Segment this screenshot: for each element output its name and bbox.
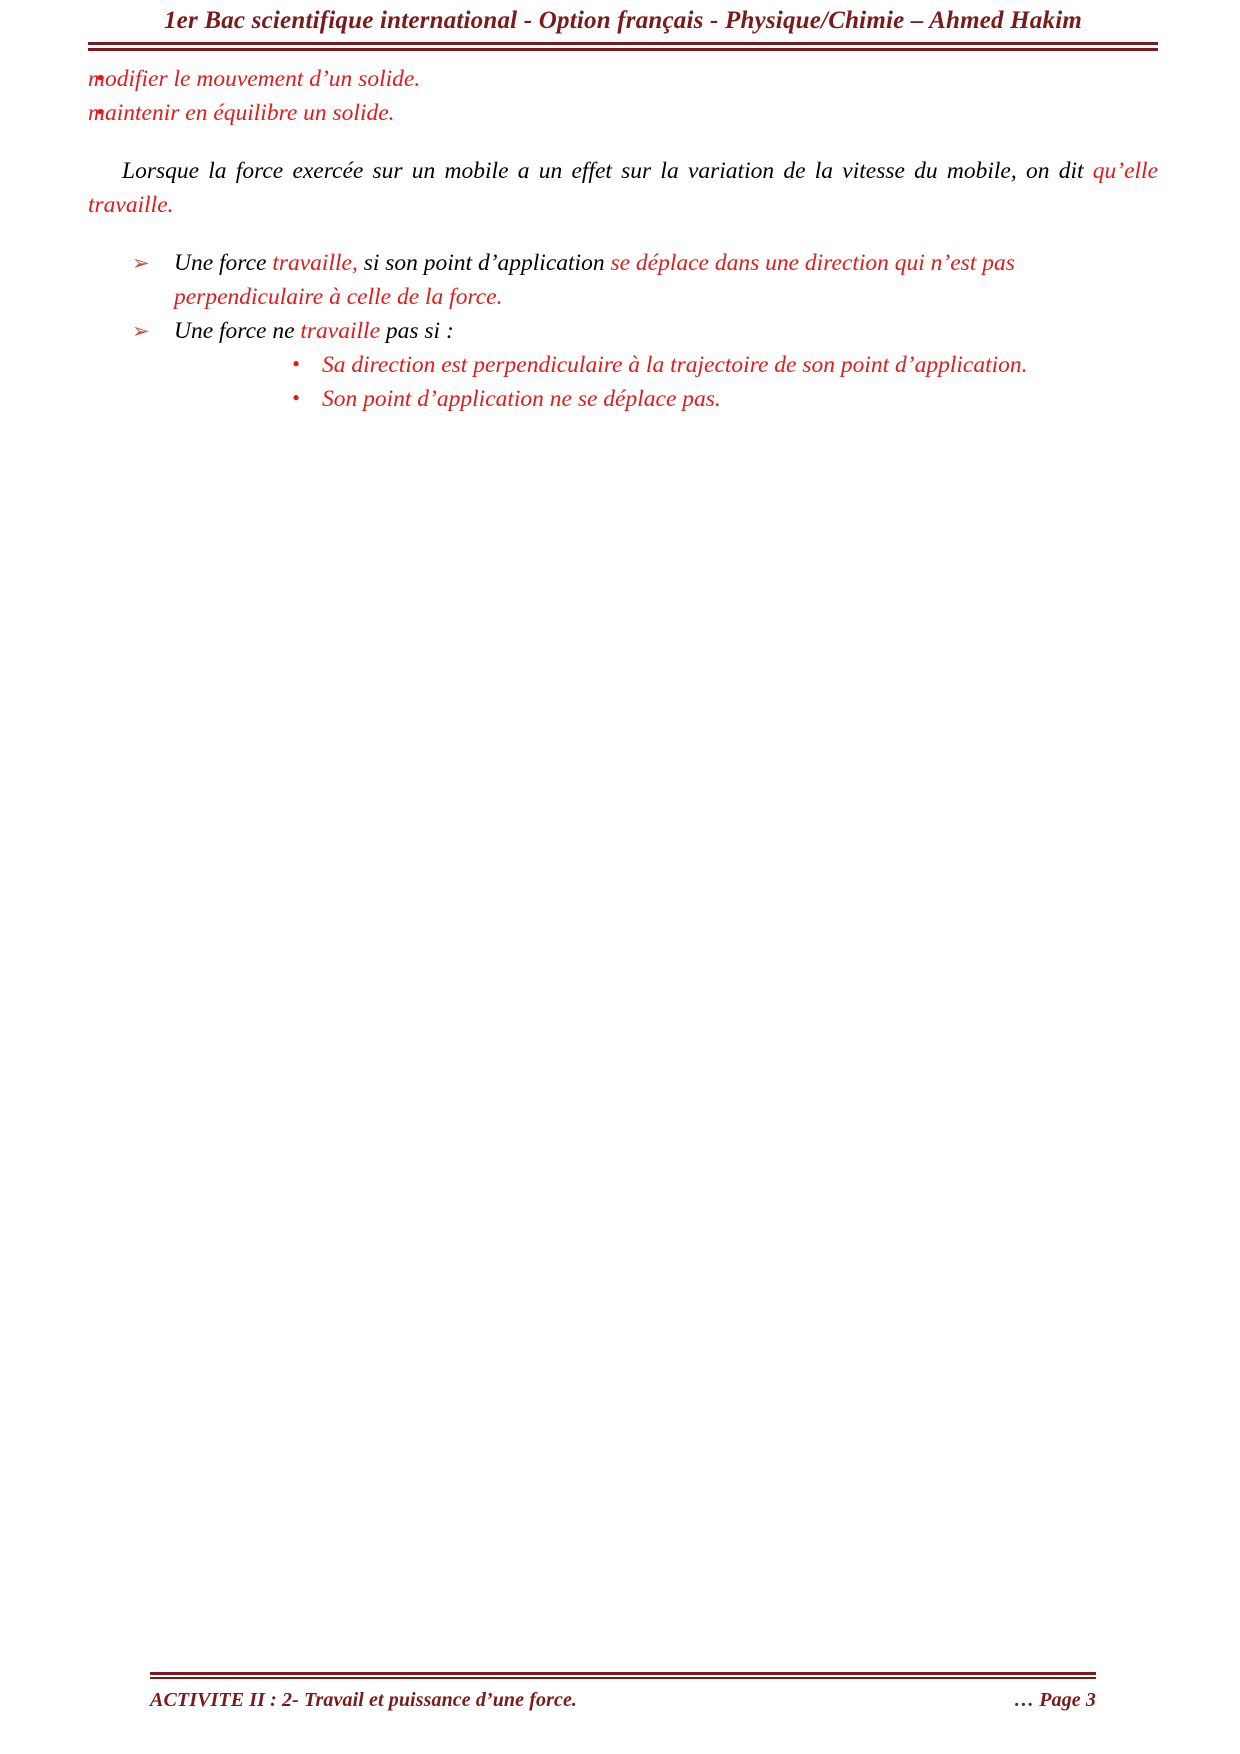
- sub-bullet-text: Son point d’application ne se déplace pas.: [322, 385, 721, 412]
- arrow-item-2-seg3: pas si :: [380, 317, 454, 344]
- arrow-item-2-seg1: Une force ne: [174, 317, 301, 344]
- list-item: [126, 314, 1158, 416]
- header-divider: [88, 42, 1158, 51]
- header-title: 1er Bac scientifique international - Option français - Physique/Chimie – Ahmed Hakim: [163, 7, 1082, 34]
- bullet-text: maintenir en équilibre un solide.: [88, 100, 395, 126]
- arrow-item-1-seg1: Une force: [174, 249, 273, 276]
- page-footer: [150, 1672, 1096, 1712]
- paragraph-text-highlight: qu’elle travaille.: [88, 158, 1158, 218]
- footer-row: [150, 1689, 1096, 1712]
- arrow-bullet-list: [126, 246, 1158, 416]
- list-item: [126, 246, 1158, 314]
- arrow-item-2-seg2: travaille: [300, 317, 380, 344]
- list-item: [284, 382, 1158, 416]
- bullet-text: modifier le mouvement d’un solide.: [88, 66, 421, 92]
- footer-divider: [150, 1672, 1096, 1679]
- footer-title: ACTIVITE II : 2- Travail et puissance d’une force.: [150, 1689, 578, 1711]
- sub-bullet-text: Sa direction est perpendiculaire à la trajectoire de son point d’application.: [322, 351, 1028, 378]
- arrow-item-1-seg2: travaille,: [272, 249, 358, 276]
- top-bullet-list: [88, 62, 1158, 130]
- page-header: [88, 0, 1158, 51]
- paragraph-text-part1: Lorsque la force exercée sur un mobile a un effet sur la variation de la vitesse du mobile, on dit: [122, 158, 1093, 184]
- arrow-item-1-seg3: si son point d’application: [357, 249, 611, 276]
- list-item: [284, 348, 1158, 382]
- sub-bullet-list: [284, 348, 1158, 416]
- arrow-item-1-seg4: se déplace dans une direction qui n’est pas perpendiculaire à celle de la force.: [174, 249, 1015, 310]
- intro-paragraph: [88, 154, 1158, 222]
- page-content: [88, 62, 1158, 416]
- list-item: [88, 62, 1158, 96]
- list-item: [88, 96, 1158, 130]
- page-number: … Page 3: [1014, 1689, 1096, 1711]
